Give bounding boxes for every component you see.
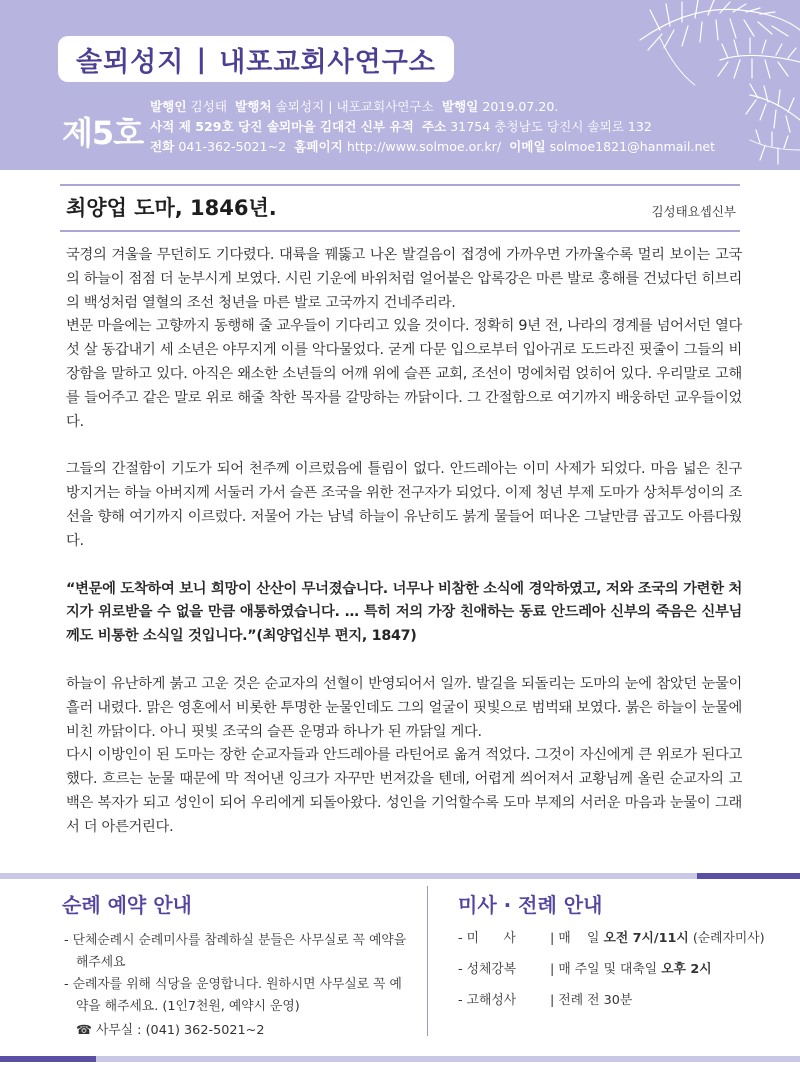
- mass-schedule: [458, 928, 778, 1021]
- schedule-row: [458, 928, 778, 950]
- publication-info: [150, 97, 715, 157]
- paragraph: 그들의 간절함이 기도가 되어 천주께 이르렀음에 틀림이 없다. 안드레아는 이미 사제가 되었다. 마음 넓은 친구 방지거는 하늘 아버지께 서둘러 가서 슬픈 조국을 위한 전구자가 되었다. 이제 청년 부제 도마가 상처투성이의 조선을 향해 여기까지 이르렀다. 저물어 가는 남녘 하늘이 유난히도 붉게 물들어 떠나온 그날만큼 곱고도 아름다웠다.: [66, 461, 742, 549]
- pubinfo-line-3: [150, 137, 715, 157]
- schedule-time: 오후 2시: [661, 962, 712, 977]
- homepage-label: 홈페이지: [294, 139, 343, 154]
- letter-quote: “변문에 도착하여 보니 희망이 산산이 무너졌습니다. 너무나 비참한 소식에 경악하였고, 저와 조국의 가련한 처지가 위로받을 수 없을 만큼 애통하였습니다. … 특히 저의 가장 친애하는 동료 안드레아 신부의 죽음은 신부님께도 비통한 소식일 것입니다.”(최양업신부 편지, 1847): [66, 580, 742, 645]
- paragraph: 하늘이 유난하게 붉고 고운 것은 순교자의 선혈이 반영되어서 일까. 발길을 되돌리는 도마의 눈에 참았던 눈물이 흘러 내렸다. 맑은 영혼에서 비롯한 투명한 눈물인데도 그의 얼굴이 핏빛으로 범벅돼 보였다. 붉은 하늘이 눈물에 비친 까닭이다. 아니 핏빛 조국의 슬픈 운명과 하나가 된 까닭일 게다.: [66, 675, 742, 740]
- section-divider: [0, 873, 800, 879]
- schedule-note: (순례자미사): [688, 931, 765, 946]
- publisher: 김성태: [190, 99, 228, 114]
- list-item: - 단체순례시 순례미사를 참례하실 분들은 사무실로 꼭 예약을 해주세요: [64, 933, 407, 970]
- schedule-label: - 미 사: [458, 931, 516, 946]
- schedule-label: - 성체강복: [458, 962, 517, 977]
- footer-divider: [0, 1056, 800, 1062]
- pubinfo-line-1: [150, 97, 715, 117]
- pilgrimage-info: [60, 930, 410, 1042]
- issuer: 솔뫼성지 | 내포교회사연구소: [275, 99, 434, 114]
- column-divider: [427, 886, 428, 1036]
- schedule-row: [458, 990, 778, 1012]
- schedule-text: | 매 일: [550, 931, 604, 946]
- masthead: [0, 0, 800, 170]
- phone-label: 전화: [150, 139, 175, 154]
- pubinfo-line-2: [150, 117, 715, 137]
- schedule-text: | 전례 전 30분: [550, 993, 633, 1008]
- schedule-label: - 고해성사: [458, 993, 517, 1008]
- homepage-link[interactable]: http://www.solmoe.or.kr/: [346, 139, 502, 154]
- publisher-label: 발행인: [150, 99, 187, 114]
- address-label: 주소: [421, 119, 447, 134]
- mass-title: 미사 · 전례 안내: [458, 893, 603, 917]
- schedule-row: [458, 959, 778, 981]
- article-body: [66, 244, 742, 840]
- list-item: - 순례자를 위해 식당을 운영합니다. 원하시면 사무실로 꼭 예약을 해주세요. (1인7천원, 예약시 운영): [64, 977, 402, 1014]
- paragraph: 변문 마을에는 고향까지 동행해 줄 교우들이 기다리고 있을 것이다. 정확히 9년 전, 나라의 경계를 넘어서던 열다섯 살 동갑내기 세 소년은 야무지게 이를 악다물었다. 굳게 다문 입으로부터 입아귀로 도드라진 핏줄이 그들의 비장함을 말하고 있다. 아직은 왜소한 소년들의 어깨 위에 슬픈 교회, 조선이 멍에처럼 얹히어 있다. 우리말로 고해를 들어주고 같은 말로 위로 해줄 착한 목자를 갈망하는 까닭이다. 그 간절함으로 여기까지 배웅하던 교우들이었다.: [66, 318, 742, 430]
- schedule-time: 오전 7시/11시: [603, 931, 689, 946]
- paragraph: 국경의 겨울을 무던히도 기다렸다. 대륙을 꿰뚫고 나온 발걸음이 접경에 가까우면 가까울수록 멀리 보이는 고국의 하늘이 점점 더 눈부시게 보였다. 시린 기운에 바위처럼 얼어붙은 압록강은 마른 발로 홍해를 건넜다던 히브리의 백성처럼 열혈의 조선 청년을 마른 발로 고국까지 건네주리라.: [66, 247, 742, 311]
- title-right: 내포교회사연구소: [219, 46, 436, 78]
- article-title: 최양업 도마, 1846년.: [66, 196, 277, 220]
- issue-number: 제5호: [62, 114, 144, 152]
- heritage-designation: 사적 제 529호 당진 솔뫼마을 김대건 신부 유적: [150, 119, 414, 134]
- article-title-bar: [60, 184, 740, 232]
- paragraph: 다시 이방인이 된 도마는 장한 순교자들과 안드레아를 라틴어로 옮겨 적었다. 그것이 자신에게 큰 위로가 된다고 했다. 흐르는 눈물 때문에 막 적어낸 잉크가 자꾸만 번져갔을 텐데, 어렵게 씌어져서 교황님께 올린 순교자의 고백은 복자가 되고 성인이 되어 우리에게 되돌아왔다. 성인을 기억할수록 도마 부제의 서러운 마음과 눈물이 그래서 더 아른거린다.: [66, 747, 742, 835]
- office-phone-number: 사무실 : (041) 362-5021~2: [96, 1023, 265, 1038]
- email-label: 이메일: [509, 139, 546, 154]
- issuer-label: 발행처: [235, 99, 272, 114]
- schedule-text: | 매 주일 및 대축일: [550, 962, 662, 977]
- article-author: 김성태요셉신부: [651, 204, 736, 219]
- title-separator: |: [196, 43, 208, 75]
- phone-icon: ☎: [76, 1023, 92, 1038]
- date-label: 발행일: [441, 99, 479, 114]
- office-phone: [60, 1020, 410, 1042]
- phone: 041-362-5021~2: [178, 139, 287, 154]
- issue-date: 2019.07.20.: [482, 99, 559, 114]
- address: 31754 충청남도 당진시 솔뫼로 132: [450, 119, 652, 134]
- email-link[interactable]: solmoe1821@hanmail.net: [549, 139, 716, 154]
- title-left: 솔뫼성지: [76, 46, 185, 78]
- newsletter-title: [58, 36, 454, 82]
- pilgrimage-title: 순례 예약 안내: [62, 893, 192, 917]
